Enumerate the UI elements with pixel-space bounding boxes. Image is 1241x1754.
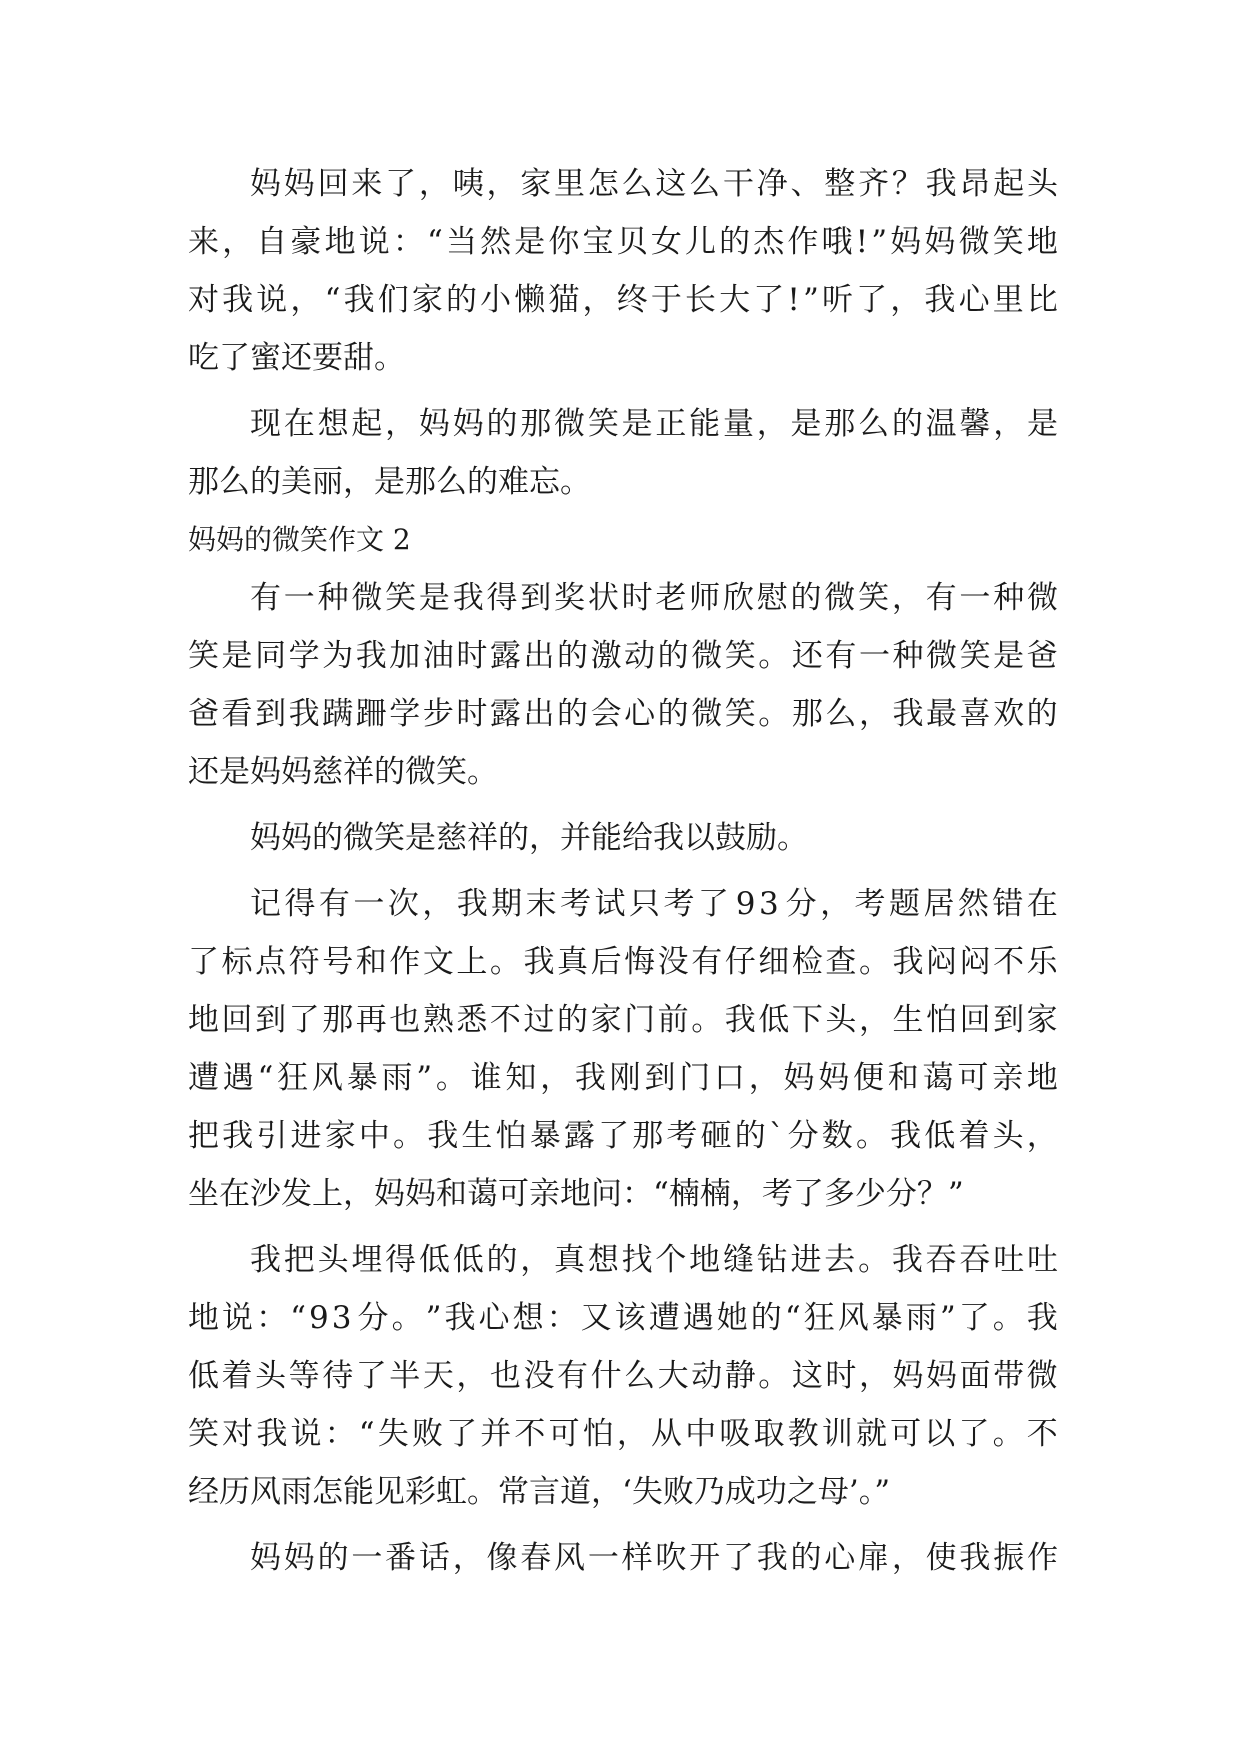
text-line: 来 ， 自 豪 地 说 ： “ 当 然 是 你 宝 贝 女 儿 的 杰 作 哦 ! ” 妈 妈 微 笑 地 bbox=[188, 224, 1058, 260]
text-line: 那么的美丽，是那么的难忘。 bbox=[188, 464, 591, 500]
text-line: 现 在 想 起 ， 妈 妈 的 那 微 笑 是 正 能 量 ， 是 那 么 的 温 馨 ， 是 bbox=[250, 406, 1058, 442]
paragraph bbox=[188, 395, 1058, 511]
document-body bbox=[188, 155, 1058, 1587]
text-line: 还是妈妈慈祥的微笑。 bbox=[188, 754, 498, 790]
paragraph bbox=[188, 1231, 1058, 1521]
text-line: 妈 妈 回 来 了 ， 咦 ， 家 里 怎 么 这 么 干 净 、 整 齐 ？ 我 昂 起 头 bbox=[250, 166, 1058, 202]
text-line: 把 我 引 进 家 中 。 我 生 怕 暴 露 了 那 考 砸 的 ` 分 数 。 我 低 着 头 ， bbox=[188, 1118, 1058, 1154]
text-line: 地 回 到 了 那 再 也 熟 悉 不 过 的 家 门 前 。 我 低 下 头 ， 生 怕 回 到 家 bbox=[188, 1002, 1058, 1038]
text-line: 笑 对 我 说 ： “ 失 败 了 并 不 可 怕 ， 从 中 吸 取 教 训 就 可 以 了 。 不 bbox=[188, 1416, 1058, 1452]
text-line: 妈妈的微笑是慈祥的，并能给我以鼓励。 bbox=[250, 820, 808, 856]
text-line: 经历风雨怎能见彩虹。常言道，‘失败乃成功之母’。” bbox=[188, 1474, 891, 1510]
text-line: 记 得 有 一 次 ， 我 期 末 考 试 只 考 了 9 3 分 ， 考 题 居 然 错 在 bbox=[250, 886, 1058, 922]
paragraph bbox=[188, 155, 1058, 387]
text-line: 地 说 ： “ 9 3 分 。 ” 我 心 想 ： 又 该 遭 遇 她 的 “ 狂 风 暴 雨 ” 了 。 我 bbox=[188, 1300, 1058, 1336]
paragraph bbox=[188, 809, 1058, 867]
text-line: 低 着 头 等 待 了 半 天 ， 也 没 有 什 么 大 动 静 。 这 时 ， 妈 妈 面 带 微 bbox=[188, 1358, 1058, 1394]
text-line: 笑 是 同 学 为 我 加 油 时 露 出 的 激 动 的 微 笑 。 还 有 一 种 微 笑 是 爸 bbox=[188, 638, 1058, 674]
text-line: 坐在沙发上，妈妈和蔼可亲地问：“楠楠，考了多少分？” bbox=[188, 1176, 964, 1212]
text-line: 有 一 种 微 笑 是 我 得 到 奖 状 时 老 师 欣 慰 的 微 笑 ， 有 一 种 微 bbox=[250, 580, 1058, 616]
text-line: 遭 遇 “ 狂 风 暴 雨 ” 。 谁 知 ， 我 刚 到 门 口 ， 妈 妈 便 和 蔼 可 亲 地 bbox=[188, 1060, 1058, 1096]
text-line: 吃了蜜还要甜。 bbox=[188, 340, 405, 376]
text-line: 妈 妈 的 一 番 话 ， 像 春 风 一 样 吹 开 了 我 的 心 扉 ， 使 我 振 作 bbox=[250, 1540, 1058, 1576]
paragraph bbox=[188, 569, 1058, 801]
text-line: 爸 看 到 我 蹒 跚 学 步 时 露 出 的 会 心 的 微 笑 。 那 么 ， 我 最 喜 欢 的 bbox=[188, 696, 1058, 732]
text-line: 了 标 点 符 号 和 作 文 上 。 我 真 后 悔 没 有 仔 细 检 查 。 我 闷 闷 不 乐 bbox=[188, 944, 1058, 980]
text-line: 对 我 说 ， “ 我 们 家 的 小 懒 猫 ， 终 于 长 大 了 ! ” 听 了 ， 我 心 里 比 bbox=[188, 282, 1058, 318]
paragraph bbox=[188, 1529, 1058, 1587]
text-line: 我 把 头 埋 得 低 低 的 ， 真 想 找 个 地 缝 钻 进 去 。 我 吞 吞 吐 吐 bbox=[250, 1242, 1058, 1278]
section-title: 妈妈的微笑作文 2 bbox=[188, 523, 411, 556]
paragraph bbox=[188, 875, 1058, 1223]
